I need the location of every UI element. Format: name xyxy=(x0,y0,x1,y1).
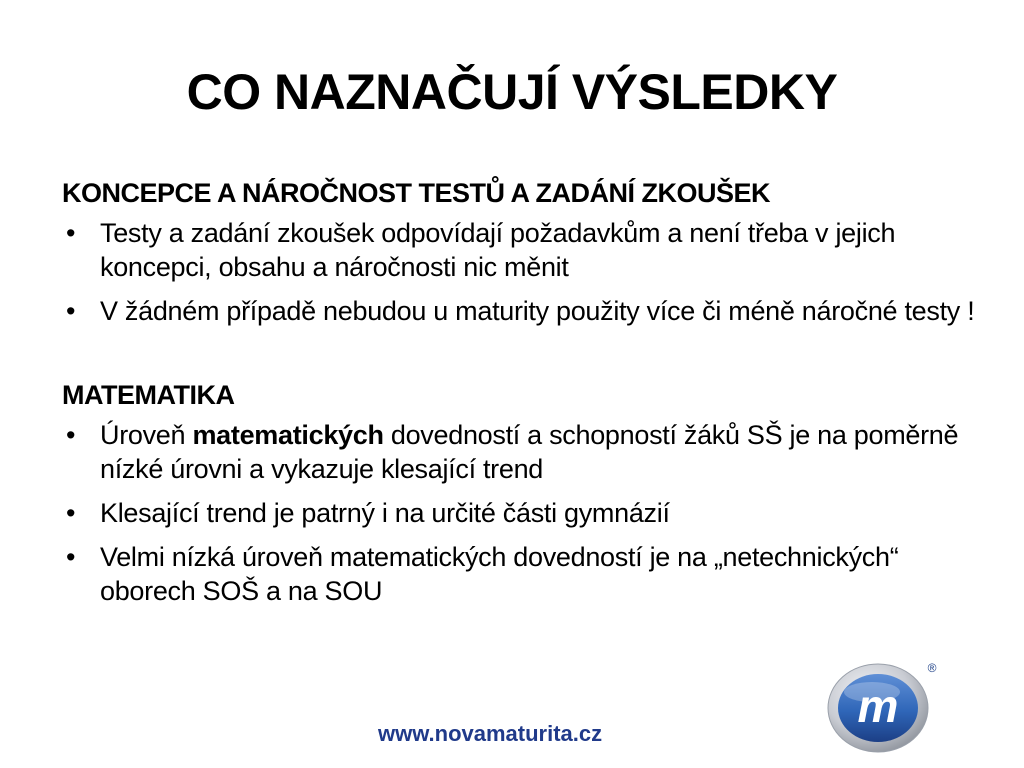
bullet-item xyxy=(62,540,982,608)
novamaturita-logo-icon xyxy=(822,656,942,756)
bullet-icon: • xyxy=(66,542,76,572)
bullet-item xyxy=(62,418,982,486)
footer-website-link[interactable]: www.novamaturita.cz xyxy=(378,721,603,746)
bullet-text: Klesající trend je patrný i na určité části gymnázií xyxy=(100,498,670,528)
bullet-text-start: Úroveň xyxy=(100,420,193,450)
bullet-item xyxy=(62,496,982,530)
bullet-text: Velmi nízká úroveň matematických dovedností je na „netechnických“ oborech SOŠ a na SOU xyxy=(100,542,899,606)
bullet-text-end: dovedností a schopností žáků SŠ je na poměrně nízké úrovni a vykazuje klesající trend xyxy=(100,420,959,484)
logo-letter-m: m xyxy=(857,680,899,732)
slide-content xyxy=(62,176,982,618)
bullet-icon: • xyxy=(66,296,76,326)
bullet-text xyxy=(100,420,958,484)
bullet-item xyxy=(62,294,982,328)
bullet-text: Testy a zadání zkoušek odpovídají požadavkům a není třeba v jejich koncepci, obsahu a náročnosti nic měnit xyxy=(100,218,896,282)
bullet-text-bold: matematických xyxy=(192,420,384,450)
slide-title: CO NAZNAČUJÍ VÝSLEDKY xyxy=(186,64,838,120)
logo-registered-mark: ® xyxy=(927,661,937,675)
bullet-icon: • xyxy=(66,498,76,528)
section-heading-matematika: MATEMATIKA xyxy=(62,380,235,410)
bullet-text: V žádném případě nebudou u maturity použity více či méně náročné testy ! xyxy=(100,296,975,326)
section-heading-koncepce: KONCEPCE A NÁROČNOST TESTŮ A ZADÁNÍ ZKOUŠEK xyxy=(62,178,771,208)
bullet-icon: • xyxy=(66,420,76,450)
bullet-item xyxy=(62,216,982,284)
bullet-icon: • xyxy=(66,218,76,248)
